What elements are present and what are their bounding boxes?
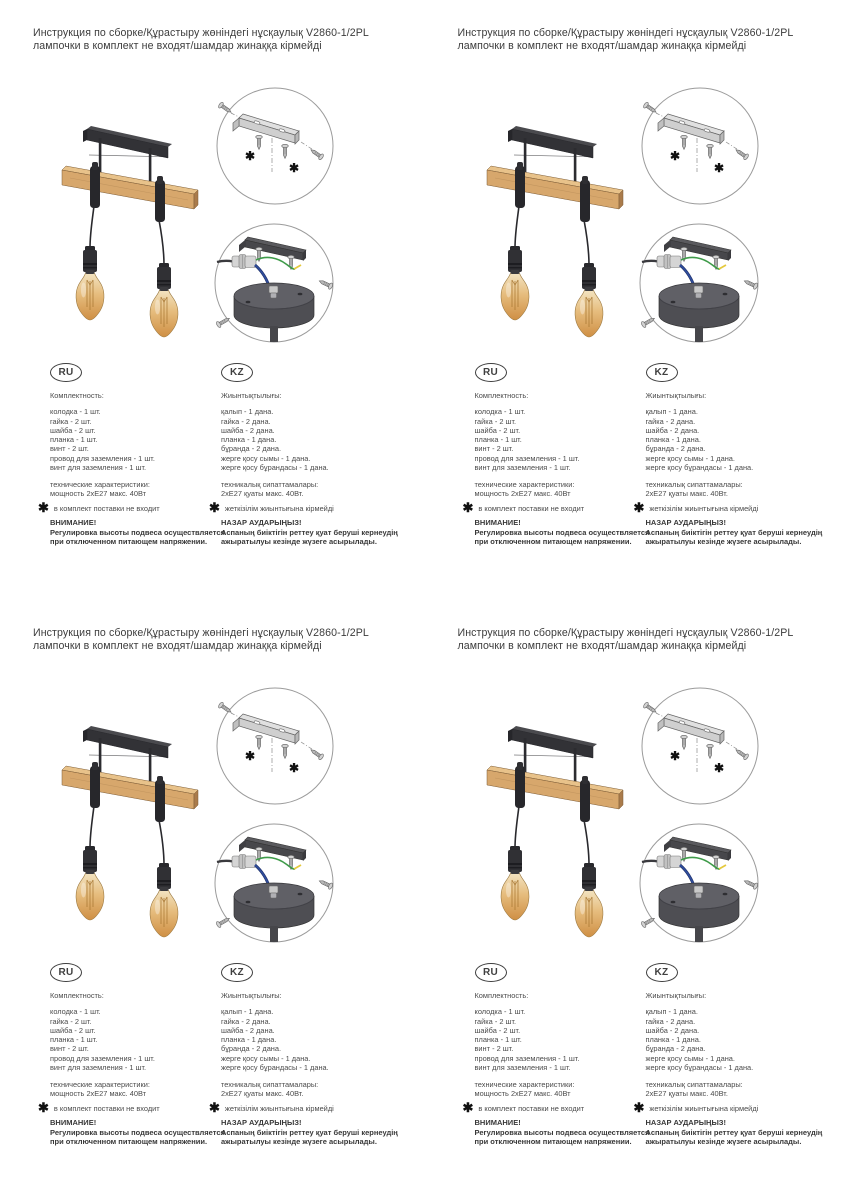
ru-badge: RU: [475, 363, 507, 382]
part-item: шайба - 2 дана.: [221, 425, 275, 435]
asterisk-icon: ✱: [209, 500, 220, 516]
part-item: жерге қосу бұрандасы - 1 дана.: [645, 463, 754, 473]
part-item: винт для заземления - 1 шт.: [474, 463, 571, 473]
kz-parts-list: [646, 407, 824, 472]
part-item: шайба - 2 шт.: [474, 1025, 521, 1035]
left-cord: [515, 206, 519, 248]
ceiling-cup-wiring-diagram: [207, 216, 341, 352]
pendant-lamp-illustration: [40, 92, 220, 352]
ru-tech: [50, 1080, 228, 1099]
part-item: жерге қосу бұрандасы - 1 дана.: [645, 1063, 754, 1073]
pendant-lamp-illustration: [465, 92, 645, 352]
part-item: шайба - 2 шт.: [50, 425, 96, 435]
kz-warning-title: НАЗАР АУДАРЫҢЫЗ!: [221, 518, 302, 528]
kz-tech-value: 2хЕ27 қуаты макс. 40Вт.: [645, 489, 728, 499]
left-socket: [508, 846, 522, 872]
ru-tech: [50, 480, 228, 499]
part-item: шайба - 2 дана.: [221, 1025, 275, 1035]
kz-tech: [646, 480, 824, 499]
ru-badge: RU: [475, 963, 507, 982]
part-item: қалып - 1 дана.: [221, 1007, 274, 1017]
asterisk-icon: ✱: [289, 761, 300, 775]
ru-warning-title: ВНИМАНИЕ!: [50, 1118, 97, 1128]
part-item: гайка - 2 дана.: [645, 1016, 696, 1026]
ru-parts-heading: Комплектность:: [474, 391, 529, 400]
left-socket: [83, 846, 97, 872]
kz-badge: KZ: [221, 363, 253, 382]
right-rod: [573, 148, 576, 183]
kz-note: [209, 1100, 399, 1116]
ru-note-text: в комплект поставки не входит: [478, 1103, 585, 1113]
asterisk-icon: ✱: [669, 149, 680, 163]
part-item: жерге қосу сымы - 1 дана.: [221, 1053, 311, 1063]
power-cord: [642, 861, 658, 862]
ru-note: [462, 500, 653, 516]
kz-warning-text: Аспаның биіктігін реттеу қуат беруші кернеудің ажыратылуы кезінде жүзеге асырылады.: [221, 528, 398, 547]
part-item: винт для заземления - 1 шт.: [474, 1063, 571, 1073]
part-item: жерге қосу бұрандасы - 1 дана.: [221, 463, 329, 473]
kz-warning-title: НАЗАР АУДАРЫҢЫЗ!: [645, 518, 727, 528]
ru-note-text: в комплект поставки не входит: [53, 1103, 160, 1113]
instruction-sheet: [425, 600, 849, 1200]
part-item: планка - 1 шт.: [474, 1035, 522, 1045]
right-socket: [582, 863, 596, 889]
mounting-bracket-diagram: [634, 84, 764, 214]
left-bulb: [76, 270, 104, 320]
kz-parts-list: [221, 407, 399, 472]
kz-warning-text: Аспаның биіктігін реттеу қуат беруші кернеудің ажыратылуы кезінде жүзеге асырылады.: [221, 1128, 398, 1147]
part-item: қалып - 1 дана.: [645, 1007, 698, 1017]
canopy-bar: [83, 126, 172, 158]
left-cord: [90, 806, 94, 848]
ru-badge: RU: [50, 963, 82, 982]
right-cord: [159, 220, 164, 265]
part-item: колодка - 1 шт.: [50, 407, 101, 417]
right-socket: [157, 263, 171, 289]
ru-note-text: в комплект поставки не входит: [53, 503, 160, 513]
instruction-sheet: [0, 600, 425, 1200]
part-item: винт для заземления - 1 шт.: [50, 1063, 147, 1073]
wood-beam: [62, 166, 198, 209]
page-title-line1: Инструкция по сборке/Құрастыру жөніндегі нұсқаулық V2860-1/2PL: [457, 627, 794, 639]
asterisk-icon: ✱: [713, 161, 724, 175]
right-bulb: [150, 887, 178, 937]
kz-tech-heading: техникалық сипаттамалары:: [221, 479, 319, 489]
right-cord: [584, 820, 589, 865]
right-rod: [573, 748, 576, 783]
part-item: провод для заземления - 1 шт.: [474, 1053, 580, 1063]
ru-tech-value: мощность 2хЕ27 макс. 40Вт: [474, 1089, 571, 1099]
ru-warning-title: ВНИМАНИЕ!: [474, 1118, 521, 1128]
ru-warning: [475, 518, 653, 546]
left-bulb: [76, 870, 104, 920]
right-cord: [584, 220, 589, 265]
ru-tech-heading: технические характеристики:: [50, 1079, 150, 1089]
mounting-bracket-diagram: [209, 684, 339, 814]
part-item: планка - 1 шт.: [50, 1035, 98, 1045]
part-item: гайка - 2 шт.: [474, 416, 517, 426]
right-cord: [159, 820, 164, 865]
page-title-line1: Инструкция по сборке/Құрастыру жөніндегі нұсқаулық V2860-1/2PL: [457, 27, 794, 39]
kz-note: [209, 500, 399, 516]
kz-badge: KZ: [646, 963, 678, 982]
part-item: планка - 1 шт.: [50, 435, 98, 445]
page-title-line1: Инструкция по сборке/Құрастыру жөніндегі нұсқаулық V2860-1/2PL: [33, 27, 369, 39]
ru-warning: [475, 1118, 653, 1146]
asterisk-icon: ✱: [38, 1100, 49, 1116]
page-title: [458, 27, 838, 53]
part-item: гайка - 2 дана.: [221, 416, 271, 426]
kz-warning-text: Аспаның биіктігін реттеу қуат беруші кернеудің ажыратылуы кезінде жүзеге асырылады.: [645, 528, 823, 547]
part-item: гайка - 2 дана.: [645, 416, 696, 426]
cord-grip: [657, 255, 681, 269]
ru-parts-list: [475, 1007, 653, 1072]
part-item: винт - 2 шт.: [50, 444, 89, 454]
ru-warning-text: Регулировка высоты подвеса осуществляется при отключенном питающем напряжении.: [474, 1128, 650, 1147]
ru-tech-heading: технические характеристики:: [50, 479, 150, 489]
kz-warning-title: НАЗАР АУДАРЫҢЫЗ!: [645, 1118, 727, 1128]
part-item: бұранда - 2 дана.: [645, 1044, 706, 1054]
kz-warning: [646, 1118, 824, 1146]
kz-tech: [221, 480, 399, 499]
kz-badge: KZ: [646, 363, 678, 382]
asterisk-icon: ✱: [633, 1100, 645, 1116]
part-item: колодка - 1 шт.: [50, 1007, 101, 1017]
left-bulb: [501, 870, 529, 920]
kz-tech-heading: техникалық сипаттамалары:: [645, 1079, 743, 1089]
left-cord: [515, 806, 519, 848]
left-cord: [90, 206, 94, 248]
part-item: бұранда - 2 дана.: [221, 1044, 282, 1054]
asterisk-icon: ✱: [713, 761, 724, 775]
instruction-sheet: [0, 0, 425, 600]
right-bulb: [150, 287, 178, 337]
part-item: винт - 2 шт.: [474, 1044, 514, 1054]
asterisk-icon: ✱: [245, 149, 256, 163]
part-item: гайка - 2 шт.: [50, 416, 92, 426]
page-title-line2: лампочки в комплект не входят/шамдар жинаққа кірмейді: [457, 640, 747, 652]
power-cord: [217, 861, 233, 862]
kz-warning: [221, 518, 399, 546]
part-item: қалып - 1 дана.: [221, 407, 274, 417]
wood-beam: [487, 166, 623, 209]
cord-grip: [232, 255, 256, 269]
power-cord: [642, 261, 658, 262]
ru-tech-value: мощность 2хЕ27 макс. 40Вт: [50, 489, 147, 499]
right-rod: [149, 148, 152, 183]
part-item: жерге қосу сымы - 1 дана.: [645, 1053, 735, 1063]
ru-parts-list: [475, 407, 653, 472]
ru-parts-list: [50, 1007, 228, 1072]
canopy-bar: [508, 726, 597, 758]
page-title: [458, 627, 838, 653]
power-cord: [217, 261, 233, 262]
canopy-bar: [508, 126, 597, 158]
part-item: винт - 2 шт.: [474, 444, 514, 454]
part-item: бұранда - 2 дана.: [221, 444, 282, 454]
part-item: гайка - 2 шт.: [50, 1016, 92, 1026]
part-item: колодка - 1 шт.: [474, 407, 526, 417]
ru-section: [462, 960, 653, 1147]
part-item: винт - 2 шт.: [50, 1044, 89, 1054]
part-item: гайка - 2 шт.: [474, 1016, 517, 1026]
part-item: жерге қосу сымы - 1 дана.: [645, 453, 735, 463]
ru-warning-title: ВНИМАНИЕ!: [474, 518, 521, 528]
kz-parts-heading: Жиынтықтылығы:: [645, 391, 707, 400]
part-item: провод для заземления - 1 шт.: [50, 1053, 155, 1063]
kz-warning: [221, 1118, 399, 1146]
ru-tech-heading: технические характеристики:: [474, 1079, 575, 1089]
mounting-bracket-diagram: [634, 684, 764, 814]
asterisk-icon: ✱: [462, 500, 474, 516]
ru-tech: [475, 1080, 653, 1099]
page-title-line1: Инструкция по сборке/Құрастыру жөніндегі нұсқаулық V2860-1/2PL: [33, 627, 369, 639]
wood-beam: [62, 766, 198, 809]
part-item: колодка - 1 шт.: [474, 1007, 526, 1017]
asterisk-icon: ✱: [462, 1100, 474, 1116]
left-bulb: [501, 270, 529, 320]
page-title-line2: лампочки в комплект не входят/шамдар жинаққа кірмейді: [457, 40, 747, 52]
part-item: шайба - 2 шт.: [50, 1025, 96, 1035]
ru-tech: [475, 480, 653, 499]
kz-section: [209, 960, 399, 1147]
page-title-line2: лампочки в комплект не входят/шамдар жинаққа кірмейді: [33, 40, 322, 52]
ru-note: [462, 1100, 653, 1116]
kz-tech-value: 2хЕ27 қуаты макс. 40Вт.: [645, 1089, 728, 1099]
asterisk-icon: ✱: [38, 500, 49, 516]
part-item: гайка - 2 дана.: [221, 1016, 271, 1026]
ru-warning-text: Регулировка высоты подвеса осуществляется при отключенном питающем напряжении.: [50, 528, 225, 547]
kz-note-text: жеткізілім жиынтығына кірмейді: [224, 1103, 334, 1113]
ru-warning-text: Регулировка высоты подвеса осуществляется при отключенном питающем напряжении.: [474, 528, 650, 547]
left-socket: [83, 246, 97, 272]
ru-note-text: в комплект поставки не входит: [478, 503, 585, 513]
part-item: жерге қосу сымы - 1 дана.: [221, 453, 311, 463]
ru-warning-title: ВНИМАНИЕ!: [50, 518, 97, 528]
kz-note-text: жеткізілім жиынтығына кірмейді: [224, 503, 334, 513]
part-item: шайба - 2 дана.: [645, 1025, 700, 1035]
kz-parts-list: [221, 1007, 399, 1072]
ru-parts-heading: Комплектность:: [50, 391, 104, 400]
kz-parts-heading: Жиынтықтылығы:: [221, 391, 282, 400]
part-item: планка - 1 дана.: [645, 435, 701, 445]
kz-badge: KZ: [221, 963, 253, 982]
kz-section: [209, 360, 399, 547]
part-item: планка - 1 дана.: [221, 435, 277, 445]
asterisk-icon: ✱: [633, 500, 645, 516]
ru-tech-value: мощность 2хЕ27 макс. 40Вт: [474, 489, 571, 499]
wood-beam: [487, 766, 623, 809]
page-title: [33, 627, 413, 653]
kz-note: [633, 1100, 824, 1116]
cord-grip: [232, 855, 256, 869]
mounting-bracket-diagram: [209, 84, 339, 214]
kz-note-text: жеткізілім жиынтығына кірмейді: [649, 503, 759, 513]
asterisk-icon: ✱: [245, 749, 256, 763]
part-item: бұранда - 2 дана.: [645, 444, 706, 454]
part-item: жерге қосу бұрандасы - 1 дана.: [221, 1063, 329, 1073]
ru-section: [38, 960, 228, 1147]
kz-warning: [646, 518, 824, 546]
page-title: [33, 27, 413, 53]
kz-tech-value: 2хЕ27 қуаты макс. 40Вт.: [221, 1089, 304, 1099]
ru-note: [38, 1100, 228, 1116]
cord-grip: [657, 855, 681, 869]
part-item: шайба - 2 шт.: [474, 425, 521, 435]
kz-note-text: жеткізілім жиынтығына кірмейді: [649, 1103, 759, 1113]
kz-section: [633, 360, 824, 547]
ru-parts-heading: Комплектность:: [474, 991, 529, 1000]
kz-warning-title: НАЗАР АУДАРЫҢЫЗ!: [221, 1118, 302, 1128]
right-socket: [157, 863, 171, 889]
part-item: шайба - 2 дана.: [645, 425, 700, 435]
ru-section: [38, 360, 228, 547]
part-item: провод для заземления - 1 шт.: [474, 453, 580, 463]
ceiling-cup-wiring-diagram: [632, 816, 766, 952]
part-item: провод для заземления - 1 шт.: [50, 453, 155, 463]
part-item: планка - 1 дана.: [645, 1035, 701, 1045]
kz-parts-heading: Жиынтықтылығы:: [645, 991, 707, 1000]
kz-note: [633, 500, 824, 516]
ru-tech-value: мощность 2хЕ27 макс. 40Вт: [50, 1089, 147, 1099]
ru-parts-list: [50, 407, 228, 472]
ceiling-cup-wiring-diagram: [632, 216, 766, 352]
asterisk-icon: ✱: [209, 1100, 220, 1116]
ru-note: [38, 500, 228, 516]
kz-tech: [221, 1080, 399, 1099]
left-socket: [508, 246, 522, 272]
page-title-line2: лампочки в комплект не входят/шамдар жинаққа кірмейді: [33, 640, 322, 652]
right-rod: [149, 748, 152, 783]
instruction-sheet: [425, 0, 849, 600]
ru-tech-heading: технические характеристики:: [474, 479, 575, 489]
pendant-lamp-illustration: [465, 692, 645, 952]
ru-section: [462, 360, 653, 547]
kz-parts-heading: Жиынтықтылығы:: [221, 991, 282, 1000]
ru-warning: [50, 1118, 228, 1146]
kz-parts-list: [646, 1007, 824, 1072]
asterisk-icon: ✱: [669, 749, 680, 763]
kz-tech-value: 2хЕ27 қуаты макс. 40Вт.: [221, 489, 304, 499]
kz-tech: [646, 1080, 824, 1099]
ru-parts-heading: Комплектность:: [50, 991, 104, 1000]
kz-warning-text: Аспаның биіктігін реттеу қуат беруші кернеудің ажыратылуы кезінде жүзеге асырылады.: [645, 1128, 823, 1147]
canopy-bar: [83, 726, 172, 758]
asterisk-icon: ✱: [289, 161, 300, 175]
kz-tech-heading: техникалық сипаттамалары:: [645, 479, 743, 489]
ceiling-cup-wiring-diagram: [207, 816, 341, 952]
kz-tech-heading: техникалық сипаттамалары:: [221, 1079, 319, 1089]
ru-warning-text: Регулировка высоты подвеса осуществляется при отключенном питающем напряжении.: [50, 1128, 225, 1147]
right-bulb: [575, 287, 603, 337]
pendant-lamp-illustration: [40, 692, 220, 952]
part-item: планка - 1 шт.: [474, 435, 522, 445]
right-socket: [582, 263, 596, 289]
ru-badge: RU: [50, 363, 82, 382]
part-item: винт для заземления - 1 шт.: [50, 463, 147, 473]
right-bulb: [575, 887, 603, 937]
kz-section: [633, 960, 824, 1147]
ru-warning: [50, 518, 228, 546]
part-item: қалып - 1 дана.: [645, 407, 698, 417]
part-item: планка - 1 дана.: [221, 1035, 277, 1045]
